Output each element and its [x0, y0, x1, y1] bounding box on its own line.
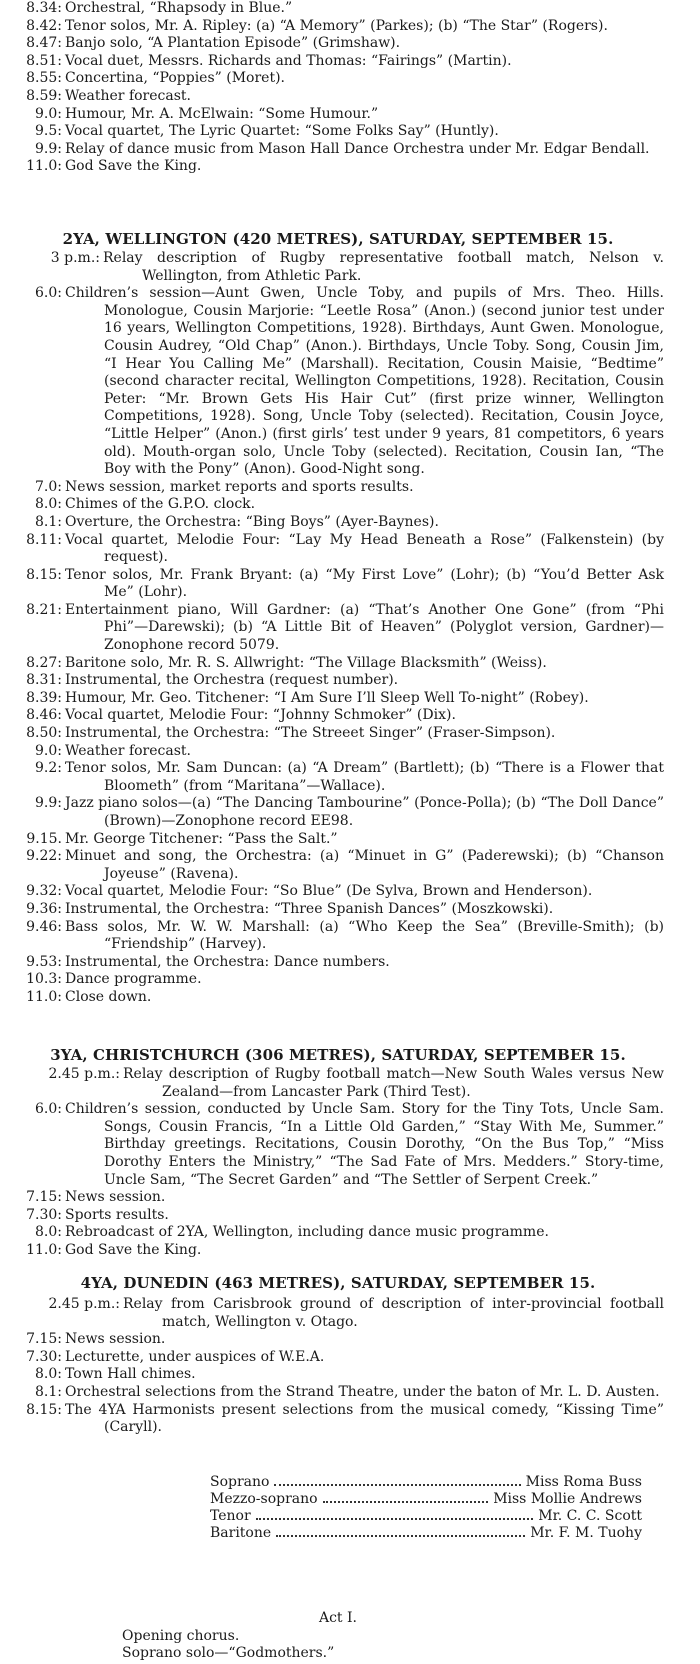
item-description: Banjo solo, “A Plantation Episode” (Grimshaw). [65, 35, 401, 52]
programme-item [12, 567, 664, 602]
item-time: 8.15: [26, 1401, 62, 1418]
programme-item [12, 1101, 664, 1189]
programme-item [12, 70, 664, 88]
programme-item [12, 655, 664, 673]
item-description: Dance programme. [65, 971, 202, 988]
item-description: Instrumental, the Orchestra (request number). [65, 672, 399, 689]
item-description: Tenor solos, Mr. A. Ripley: (a) “A Memory” (Parkes); (b) “The Star” (Rogers). [65, 17, 608, 34]
item-time: 9.15. [26, 830, 62, 847]
station-heading-2ya: 2YA, WELLINGTON (420 METRES), SATURDAY, SEPTEMBER 15. [62, 230, 614, 248]
item-description: Relay description of Rugby football match—New South Wales versus New Zealand—from Lancaster Park (Third Test). [123, 1066, 664, 1100]
item-time: 8.39: [26, 689, 62, 706]
item-time: 9.9: [35, 795, 62, 812]
item-description: Children’s session—Aunt Gwen, Uncle Toby, and pupils of Mrs. Theo. Hills. Monologue, Cousin Marjorie: “Leetle Rosa” (Anon.) (second junior test under 16 years, Wellington Competitions, 1928). Birthdays, Aunt Gwen. Monologue, Cousin Audrey, “Old Chap” (Anon.). Birthdays, Uncle Toby. Song, Cousin Jim, “I Hear You Calling Me” (Marshall). Recitation, Cousin Maisie, “Bedtime” (second character recital, Wellington Competitions, 1928). Recitation, Cousin Peter: “Mr. Brown Gets His Hair Cut” (first prize winner, Wellington Competitions, 1928). Song, Uncle Toby (selected). Recitation, Cousin Joyce, “Little Helper” (Anon.) (first girls’ test under 9 years, 81 competitors, 6 years old). Mouth-organ solo, Uncle Toby (selected). Recitation, Cousin Ian, “The Boy with the Pony” (Anon). Good-Night song. [65, 285, 664, 478]
item-description: Relay description of Rugby representative football match, Nelson v. Wellington, from Athletic Park. [103, 250, 664, 284]
programme-item [12, 53, 664, 71]
item-description: Rebroadcast of 2YA, Wellington, including dance music programme. [65, 1224, 549, 1241]
programme-item [12, 1366, 664, 1384]
programme-4ya [12, 1296, 664, 1437]
item-description: Minuet and song, the Orchestra: (a) “Minuet in G” (Paderewski); (b) “Chanson Joyeuse” (Ravena). [65, 848, 664, 882]
item-time: 8.42: [26, 17, 62, 34]
item-description: Instrumental, the Orchestra: Dance numbers. [65, 953, 390, 970]
item-time: 8.46: [26, 707, 62, 724]
item-time: 8.51: [26, 52, 62, 69]
programme-item [12, 1349, 664, 1367]
programme-item [12, 123, 664, 141]
programme-3ya [12, 1066, 664, 1260]
programme-item [12, 285, 664, 479]
cast-list [210, 1474, 642, 1542]
item-description: Vocal quartet, Melodie Four: “Johnny Schmoker” (Dix). [65, 707, 456, 724]
item-description: Weather forecast. [65, 742, 191, 759]
item-time: 7.15: [26, 1189, 62, 1206]
item-description: Concertina, “Poppies” (Moret). [65, 70, 286, 87]
item-description: Town Hall chimes. [65, 1366, 196, 1383]
cast-row-mezzo-soprano [210, 1491, 642, 1508]
item-time: 8.11: [26, 531, 62, 548]
cast-role: Tenor [210, 1508, 251, 1524]
item-time: 9.0: [35, 105, 62, 122]
cast-role: Baritone [210, 1525, 272, 1541]
item-description: Children’s session, conducted by Uncle Sam. Story for the Tiny Tots, Uncle Sam. Songs, Cousin Francis, “In a Little Old Garden,” “Stay With Me, Summer.” Birthday greetings. Recitations, Cousin Dorothy, “On the Bus Top,” “Miss Dorothy Enters the Ministry,” “The Sad Fate of Mrs. Medders.” Story-time, Uncle Sam, “The Secret Garden” and “The Settler of Serpent Creek.” [65, 1101, 664, 1188]
item-description: News session. [65, 1331, 166, 1348]
item-description: Humour, Mr. A. McElwain: “Some Humour.” [65, 105, 379, 122]
item-time: 8.55: [26, 70, 62, 87]
cast-row-soprano [210, 1474, 642, 1491]
item-time: 7.15: [26, 1331, 62, 1348]
item-time: 9.46: [26, 918, 62, 935]
programme-item [12, 690, 664, 708]
item-description: Tenor solos, Mr. Frank Bryant: (a) “My First Love” (Lohr); (b) “You’d Better Ask Me” (Lohr). [65, 566, 664, 601]
programme-item [12, 743, 664, 761]
item-time: 8.21: [26, 601, 62, 618]
programme-item [12, 831, 664, 849]
item-time: 8.0: [35, 496, 62, 513]
item-description: News session, market reports and sports results. [65, 478, 414, 495]
item-description: Baritone solo, Mr. R. S. Allwright: “The Village Blacksmith” (Weiss). [65, 654, 547, 671]
programme-item [12, 158, 664, 176]
item-description: God Save the King. [65, 1241, 202, 1258]
item-time: 9.5: [35, 123, 62, 140]
programme-item [12, 707, 664, 725]
item-time: 7.30: [26, 1348, 62, 1365]
act-item: Opening chorus. [122, 1628, 240, 1644]
item-description: News session. [65, 1189, 166, 1206]
item-time: 2.45 p.m.: [48, 1066, 120, 1082]
cast-name: Mr. F. M. Tuohy [530, 1525, 642, 1541]
item-description: Close down. [65, 988, 152, 1005]
cast-name: Miss Mollie Andrews [493, 1491, 642, 1507]
programme-item [12, 1242, 664, 1260]
leader-dots [323, 1501, 489, 1503]
programme-item [12, 0, 664, 18]
programme-item [12, 1207, 664, 1225]
programme-item [12, 1296, 664, 1331]
programme-item [12, 532, 664, 567]
act-item: Soprano solo—“Godmothers.” [122, 1645, 335, 1661]
item-time: 7.0: [35, 478, 62, 495]
item-time: 6.0: [35, 285, 62, 302]
programme-item [12, 1224, 664, 1242]
act-heading: Act I. [318, 1610, 357, 1626]
programme-item [12, 1066, 664, 1101]
item-description: Instrumental, the Orchestra: “The Streeet Singer” (Fraser-Simpson). [65, 725, 556, 742]
item-time: 9.22: [26, 848, 62, 865]
item-description: The 4YA Harmonists present selections from the musical comedy, “Kissing Time” (Caryll). [65, 1401, 664, 1436]
programme-2ya [12, 250, 664, 1007]
item-description: Vocal quartet, Melodie Four: “So Blue” (De Sylva, Brown and Henderson). [65, 883, 593, 900]
item-time: 9.53: [26, 953, 62, 970]
item-time: 10.3: [26, 971, 62, 988]
item-description: Instrumental, the Orchestra: “Three Spanish Dances” (Moszkowski). [65, 900, 554, 917]
programme-item [12, 971, 664, 989]
item-description: Bass solos, Mr. W. W. Marshall: (a) “Who Keep the Sea” (Breville-Smith); (b) “Friendship” (Harvey). [65, 918, 664, 953]
programme-item [12, 88, 664, 106]
programme-item [12, 883, 664, 901]
item-description: Vocal quartet, The Lyric Quartet: “Some Folks Say” (Huntly). [65, 123, 499, 140]
programme-item [12, 514, 664, 532]
item-description: Weather forecast. [65, 87, 191, 104]
programme-item [12, 35, 664, 53]
programme-item [12, 672, 664, 690]
item-time: 8.34: [26, 0, 62, 16]
programme-item [12, 795, 664, 830]
programme-item [12, 1384, 664, 1402]
item-time: 8.50: [26, 725, 62, 742]
item-time: 9.2: [35, 760, 62, 777]
programme-item [12, 901, 664, 919]
item-description: Overture, the Orchestra: “Bing Boys” (Ayer-Baynes). [65, 513, 439, 530]
programme-item [12, 1189, 664, 1207]
leader-dots [276, 1535, 525, 1537]
item-description: Chimes of the G.P.O. clock. [65, 496, 256, 513]
programme-item [12, 760, 664, 795]
item-description: Orchestral selections from the Strand Theatre, under the baton of Mr. L. D. Austen. [65, 1383, 660, 1400]
leader-dots [274, 1484, 520, 1486]
item-description: Relay from Carisbrook ground of description of inter-provincial football match, Wellington v. Otago. [123, 1296, 664, 1330]
cast-name: Miss Roma Buss [525, 1474, 642, 1490]
programme-item [12, 106, 664, 124]
programme-item [12, 1402, 664, 1437]
item-description: Tenor solos, Mr. Sam Duncan: (a) “A Dream” (Bartlett); (b) “There is a Flower that Bloometh” (from “Maritana”—Wallace). [65, 760, 664, 794]
item-time: 8.15: [26, 566, 62, 583]
programme-item [12, 848, 664, 883]
item-time: 8.0: [35, 1366, 62, 1383]
item-time: 8.1: [35, 1383, 62, 1400]
item-description: Sports results. [65, 1206, 169, 1223]
item-time: 8.1: [35, 513, 62, 530]
item-time: 9.32: [26, 883, 62, 900]
item-description: Vocal quartet, Melodie Four: “Lay My Head Beneath a Rose” (Falkenstein) (by request). [65, 531, 664, 566]
item-time: 3 p.m.: [50, 250, 100, 266]
item-time: 8.59: [26, 87, 62, 104]
programme-item [12, 496, 664, 514]
station-heading-3ya: 3YA, CHRISTCHURCH (306 METRES), SATURDAY, SEPTEMBER 15. [50, 1046, 626, 1064]
item-description: Orchestral, “Rhapsody in Blue.” [65, 0, 293, 16]
programme-item [12, 18, 664, 36]
cast-name: Mr. C. C. Scott [538, 1508, 642, 1524]
item-time: 11.0: [26, 1241, 62, 1258]
programme-item [12, 250, 664, 285]
item-time: 11.0: [26, 158, 62, 175]
item-time: 8.0: [35, 1224, 62, 1241]
item-description: Mr. George Titchener: “Pass the Salt.” [65, 830, 338, 847]
item-description: God Save the King. [65, 158, 202, 175]
programme-item [12, 479, 664, 497]
item-time: 2.45 p.m.: [48, 1296, 120, 1312]
programme-item [12, 141, 664, 159]
station-heading-4ya: 4YA, DUNEDIN (463 METRES), SATURDAY, SEPTEMBER 15. [80, 1274, 596, 1292]
item-description: Entertainment piano, Will Gardner: (a) “That’s Another One Gone” (from “Phi Phi”—Darewski); (b) “A Little Bit of Heaven” (Polyglot version, Gardner)—Zonophone record 5079. [65, 601, 664, 654]
programme-item [12, 725, 664, 743]
programme-item [12, 989, 664, 1007]
item-time: 9.9: [35, 140, 62, 157]
item-time: 11.0: [26, 988, 62, 1005]
item-time: 7.30: [26, 1206, 62, 1223]
cast-row-tenor [210, 1508, 642, 1525]
item-description: Jazz piano solos—(a) “The Dancing Tambourine” (Ponce-Polla); (b) “The Doll Dance” (Brown)—Zonophone record EE98. [65, 795, 664, 829]
item-time: 8.31: [26, 672, 62, 689]
item-description: Lecturette, under auspices of W.E.A. [65, 1348, 325, 1365]
item-time: 8.47: [26, 35, 62, 52]
programme-item [12, 1331, 664, 1349]
programme-item [12, 919, 664, 954]
item-time: 6.0: [35, 1101, 62, 1118]
item-description: Vocal duet, Messrs. Richards and Thomas: “Fairings” (Martin). [65, 52, 512, 69]
item-time: 9.0: [35, 742, 62, 759]
cast-row-baritone [210, 1525, 642, 1542]
programme-continued [12, 0, 664, 176]
item-description: Relay of dance music from Mason Hall Dance Orchestra under Mr. Edgar Bendall. [65, 140, 650, 157]
item-time: 9.36: [26, 900, 62, 917]
cast-role: Soprano [210, 1474, 270, 1490]
leader-dots [256, 1518, 534, 1520]
programme-item [12, 954, 664, 972]
programme-item [12, 602, 664, 655]
item-description: Humour, Mr. Geo. Titchener: “I Am Sure I’ll Sleep Well To-night” (Robey). [65, 689, 589, 706]
item-time: 8.27: [26, 654, 62, 671]
cast-role: Mezzo-soprano [210, 1491, 318, 1507]
